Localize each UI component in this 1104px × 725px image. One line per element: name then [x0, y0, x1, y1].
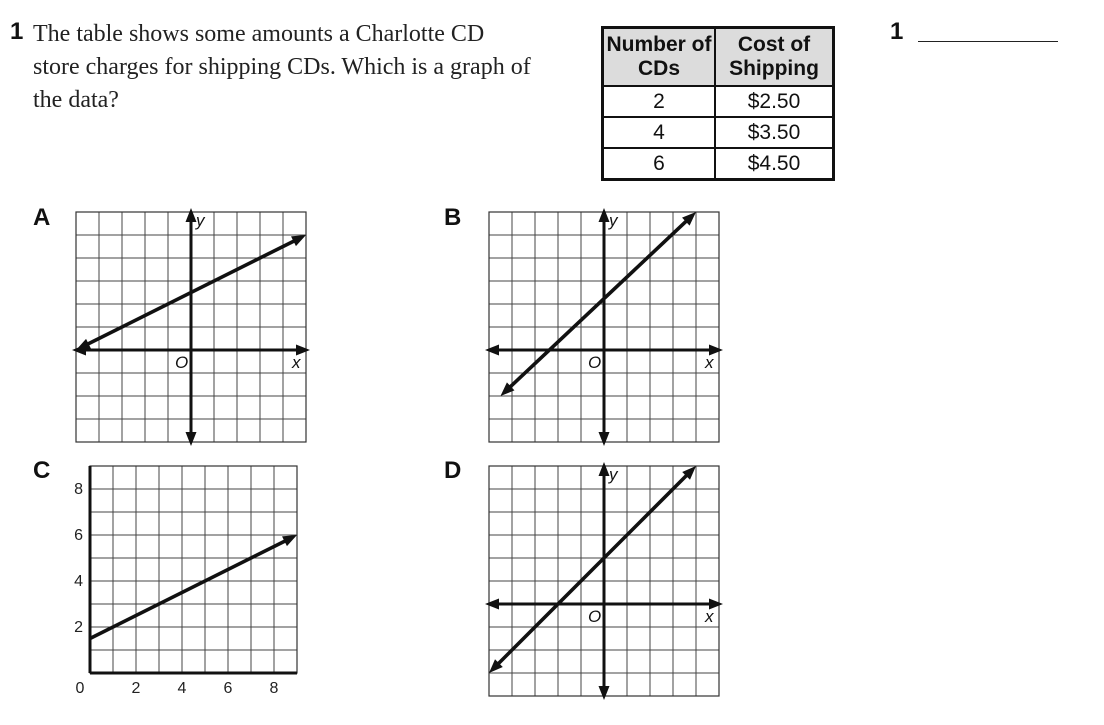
y-tick-label: 4 [74, 573, 83, 590]
y-axis-label: y [196, 211, 205, 230]
y-axis-arrow-down [599, 432, 610, 446]
y-axis-label: y [609, 211, 618, 230]
data-line-arrow-end [291, 235, 306, 246]
x-tick-label: 8 [269, 680, 279, 697]
data-line-arrow-start [76, 339, 91, 350]
x-axis-arrow-left [485, 345, 499, 356]
x-axis-label: x [705, 607, 714, 626]
table-cell: $3.50 [715, 117, 834, 148]
x-axis-arrow-left [485, 599, 499, 610]
x-tick-label: 6 [223, 680, 233, 697]
option-a-letter[interactable]: A [33, 204, 51, 231]
graph-option-c[interactable] [74, 466, 297, 697]
option-d-letter[interactable]: D [444, 457, 462, 484]
y-tick-label: 8 [74, 481, 83, 498]
table-cell: 2 [603, 86, 716, 117]
table-cell: $4.50 [715, 148, 834, 180]
question-text: The table shows some amounts a Charlotte CD store charges for shipping CDs. Which is a graph of the data? [33, 21, 531, 113]
table-row [603, 148, 834, 180]
table-header-row [603, 28, 834, 87]
option-b-letter[interactable]: B [444, 204, 462, 231]
answer-number: 1 [890, 18, 904, 45]
origin-label: O [588, 607, 602, 626]
y-axis-arrow-down [599, 686, 610, 700]
origin-label: O [175, 353, 189, 372]
grid-frame [90, 466, 297, 673]
y-axis-arrow-up [599, 462, 610, 476]
grid-lines [90, 466, 297, 673]
table-header-cost: Cost of Shipping [715, 28, 834, 87]
data-line-arrow-end [282, 535, 297, 546]
table-cell: 4 [603, 117, 716, 148]
y-tick-label: 2 [74, 619, 83, 636]
data-line [90, 539, 290, 639]
x-axis-label: x [292, 353, 301, 372]
graph-option-d[interactable] [489, 466, 719, 696]
data-line [495, 472, 691, 668]
graph-option-a[interactable] [76, 212, 306, 442]
answer-blank[interactable] [918, 41, 1058, 42]
x-tick-label: 0 [75, 680, 85, 697]
option-c-letter[interactable]: C [33, 457, 51, 484]
x-tick-label: 4 [177, 680, 187, 697]
y-axis-arrow-up [186, 208, 197, 222]
graph-option-b[interactable] [489, 212, 719, 442]
table-cell: 6 [603, 148, 716, 180]
y-axis-arrow-down [186, 432, 197, 446]
table-cell: $2.50 [715, 86, 834, 117]
table-row [603, 86, 834, 117]
y-axis-arrow-up [599, 208, 610, 222]
x-axis-label: x [705, 353, 714, 372]
x-tick-label: 2 [131, 680, 141, 697]
shipping-table [601, 26, 835, 181]
question-number: 1 [10, 18, 24, 45]
table-header-cds: Number of CDs [603, 28, 716, 87]
y-axis-label: y [609, 465, 618, 484]
table-row [603, 117, 834, 148]
y-tick-label: 6 [74, 527, 83, 544]
origin-label: O [588, 353, 602, 372]
